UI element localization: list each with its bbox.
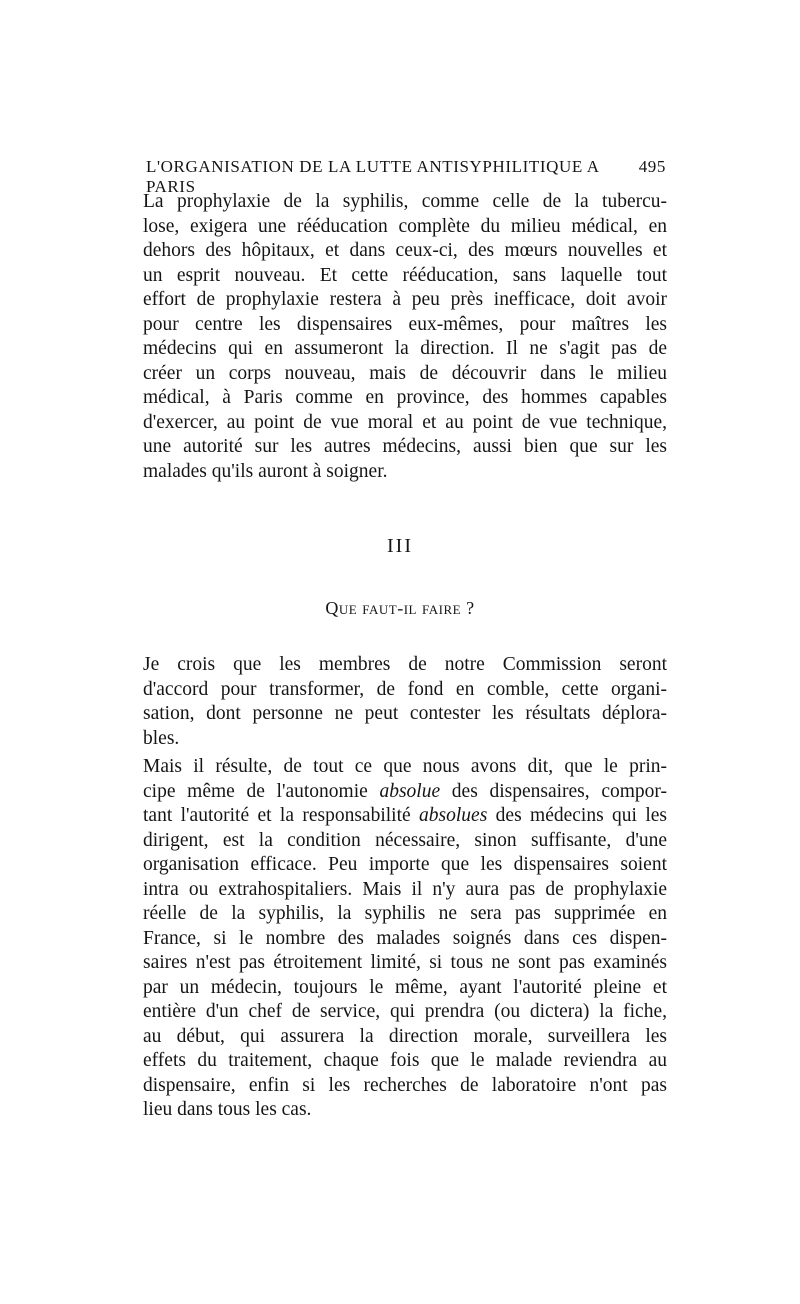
text-segment: des dispensaires, compor- bbox=[440, 780, 667, 802]
text-segment: des médecins qui les bbox=[487, 805, 667, 826]
text-line: d'accord pour transformer, de fond en comble, cette organi- bbox=[143, 678, 667, 700]
text-line: malades qu'ils auront à soigner. bbox=[143, 460, 388, 482]
text-line: sation, dont personne ne peut contester les résultats déplora- bbox=[143, 703, 667, 724]
text-line: effort de prophylaxie restera à peu près inefficace, doit avoir bbox=[143, 289, 667, 310]
text-segment: cipe même de l'autonomie bbox=[143, 780, 380, 802]
emphasis-absolues: absolues bbox=[419, 805, 488, 826]
text-segment: tant l'autorité et la responsabilité bbox=[143, 805, 420, 826]
text-line: pour centre les dispensaires eux-mêmes, pour maîtres les bbox=[143, 313, 667, 335]
running-title: L'ORGANISATION DE LA LUTTE ANTISYPHILITIQUE A PARIS bbox=[146, 157, 599, 196]
text-line: médical, à Paris comme en province, des hommes capables bbox=[143, 387, 667, 408]
text-line bbox=[143, 780, 667, 805]
text-line: un esprit nouveau. Et cette rééducation, sans laquelle tout bbox=[143, 264, 667, 286]
text-line: d'exercer, au point de vue moral et au point de vue technique, bbox=[143, 411, 667, 433]
text-line: intra ou extrahospitaliers. Mais il n'y aura pas de prophylaxie bbox=[143, 878, 667, 900]
text-line: lose, exigera une rééducation complète du milieu médical, en bbox=[143, 215, 667, 237]
text-line: dehors des hôpitaux, et dans ceux-ci, des mœurs nouvelles et bbox=[143, 240, 667, 261]
text-line: effets du traitement, chaque fois que le malade reviendra au bbox=[143, 1050, 667, 1071]
text-line: au début, qui assurera la direction morale, surveillera les bbox=[143, 1025, 667, 1047]
text-line: bles. bbox=[143, 727, 180, 749]
page-number: 495 bbox=[638, 157, 666, 176]
text-line: France, si le nombre des malades soignés dans ces dispen- bbox=[143, 927, 667, 949]
text-line: dispensaire, enfin si les recherches de laboratoire n'ont pas bbox=[143, 1074, 667, 1096]
section-title bbox=[0, 598, 800, 619]
paragraph-commission bbox=[143, 653, 667, 751]
text-line: dirigent, est la condition nécessaire, sinon suffisante, d'une bbox=[143, 829, 667, 851]
text-line: une autorité sur les autres médecins, aussi bien que sur les bbox=[143, 436, 667, 457]
text-line: entière d'un chef de service, qui prendra (ou dictera) la fiche, bbox=[143, 1001, 667, 1022]
section-number: III bbox=[387, 535, 413, 557]
text-line: organisation efficace. Peu importe que les dispensaires soient bbox=[143, 854, 667, 875]
text-line: lieu dans tous les cas. bbox=[143, 1099, 312, 1120]
paragraph-autonomie bbox=[143, 755, 667, 1123]
paragraph-prophylaxie bbox=[143, 190, 667, 484]
text-line: Mais il résulte, de tout ce que nous avons dit, que le prin- bbox=[143, 756, 667, 777]
text-line: Je crois que les membres de notre Commission seront bbox=[143, 654, 667, 675]
text-line bbox=[143, 804, 667, 829]
text-line: créer un corps nouveau, mais de découvrir dans le milieu bbox=[143, 362, 667, 384]
section-title-text: Que faut-il faire ? bbox=[325, 598, 475, 618]
text-line: saires n'est pas étroitement limité, si tous ne sont pas examinés bbox=[143, 952, 667, 973]
text-line: par un médecin, toujours le même, ayant l'autorité pleine et bbox=[143, 976, 667, 998]
text-line: La prophylaxie de la syphilis, comme celle de la tubercu- bbox=[143, 191, 667, 212]
text-line: réelle de la syphilis, la syphilis ne sera pas supprimée en bbox=[143, 903, 667, 924]
emphasis-absolue: absolue bbox=[379, 780, 441, 802]
text-line: médecins qui en assumeront la direction. Il ne s'agit pas de bbox=[143, 338, 667, 359]
